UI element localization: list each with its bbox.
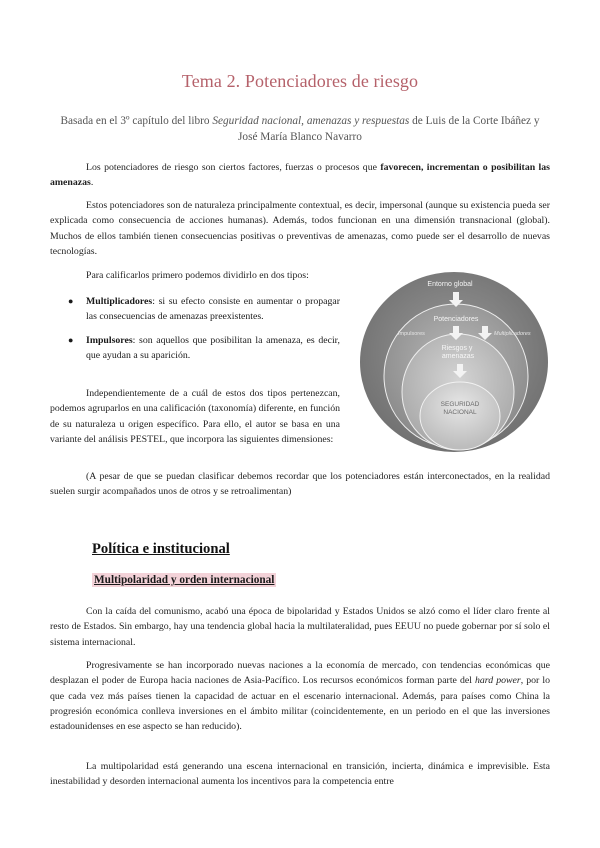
bullet-impulsores [68, 333, 340, 364]
paragraph-nature: Estos potenciadores son de naturaleza principalmente contextual, es decir, impersonal (aunque su existencia pueda ser explicada como consecuencia de acciones humanas). Además, todos funcionan en una dimensión transnacional (global). Muchos de ellos también tienen consecuencias positivas o preventivas de amenazas, como puede ser el desarrollo de nuevas tecnologías. [50, 200, 550, 257]
subtitle [58, 113, 542, 145]
label-riesgos-text: Riesgos y [441, 345, 473, 352]
paragraph-note: (A pesar de que se puedan clasificar debemos recordar que los potenciadores están interconectados, en la realidad suelen surgir acompañados unos de otros y se retroalimentan) [50, 471, 550, 498]
label-potenciadores: Potenciadores [433, 316, 479, 323]
label-riesgos [442, 345, 475, 360]
label-seguridad-2: NACIONAL [443, 409, 477, 416]
risk-diagram [358, 270, 550, 454]
bullet1-text: : si su efecto consiste en aumentar o propagar las consecuencias de amenazas preexistentes. [86, 296, 340, 323]
subtitle-prefix: Basada en el 3º capítulo del libro [60, 115, 213, 127]
economia-text-a: Progresivamente se han incorporado nuevas naciones a la economía de mercado, con tendencias económicas que desplazan el poder de Europa hacia naciones de Asia-Pacífico. Los recursos económicos forman parte del [50, 660, 550, 687]
paragraph-economia [50, 658, 550, 734]
label-entorno-global: Entorno global [427, 281, 473, 288]
bullet-multiplicadores [68, 294, 340, 325]
section-heading: Política e institucional [92, 541, 230, 557]
paragraph-bipolaridad: Con la caída del comunismo, acabó una época de bipolaridad y Estados Unidos se alzó como el líder claro frente al resto de Estados. Sin embargo, hay una tendencia global hacia la multilateralidad, pues EEUU no puede gobernar por sí solo el sistema internacional. [50, 606, 550, 648]
bullet1-term: Multiplicadores [86, 296, 153, 307]
intro-bold: favorecen, incrementan o posibilitan las amenazas [50, 162, 550, 189]
subtitle-book-title: Seguridad nacional, amenazas y respuestas [212, 115, 410, 127]
bullet2-term: Impulsores [86, 335, 133, 346]
label-multiplicadores: Multiplicadores [494, 331, 531, 337]
paragraph-multipolaridad: La multipolaridad está generando una escena internacional en transición, incierta, dinámica e imprevisible. Esta inestabilidad y desorden internacional aumenta los incentivos para la competencia entre [50, 761, 550, 788]
subtitle-suffix: de Luis de la Corte Ibáñez y José María Blanco Navarro [238, 115, 540, 143]
paragraph-types: Para calificarlos primero podemos dividirlo en dos tipos: [86, 270, 309, 281]
subsection-heading: Multipolaridad y orden internacional [94, 574, 275, 586]
intro-text: Los potenciadores de riesgo son ciertos factores, fuerzas o procesos que [86, 162, 381, 173]
ring-seguridad [420, 382, 500, 450]
label-seguridad-1: SEGURIDAD [440, 401, 480, 408]
bullet2-text: : son aquellos que posibilitan la amenaza, es decir, que ayudan a su aparición. [86, 335, 340, 362]
bullet-dot-icon: ● [68, 335, 74, 345]
economia-text-c: , por lo que cada vez más países tienen la capacidad de actuar en el escenario internacional. Además, para países como China la progresión económica conlleva inversiones en el ámbito militar (coincidentemente, en un periodo en el que las inversiones estadounidenses en ese aspecto se han reducido). [50, 675, 550, 733]
label-impulsores: Impulsores [398, 331, 425, 337]
paragraph-intro [50, 160, 550, 191]
page-title: Tema 2. Potenciadores de riesgo [181, 71, 419, 91]
bullet-dot-icon: ● [68, 296, 74, 306]
label-amenazas-text: amenazas [441, 353, 475, 360]
intro-end: . [90, 177, 94, 189]
paragraph-taxonomy: Independientemente de a cuál de estos dos tipos pertenezcan, podemos agruparlos en una calificación (taxonomía) diferente, en función de su naturaleza u origen específico. Para ello, el autor se basa en una variante del análisis PESTEL, que incorpora las siguientes dimensiones: [50, 388, 340, 445]
economia-italic: hard power [475, 675, 521, 687]
